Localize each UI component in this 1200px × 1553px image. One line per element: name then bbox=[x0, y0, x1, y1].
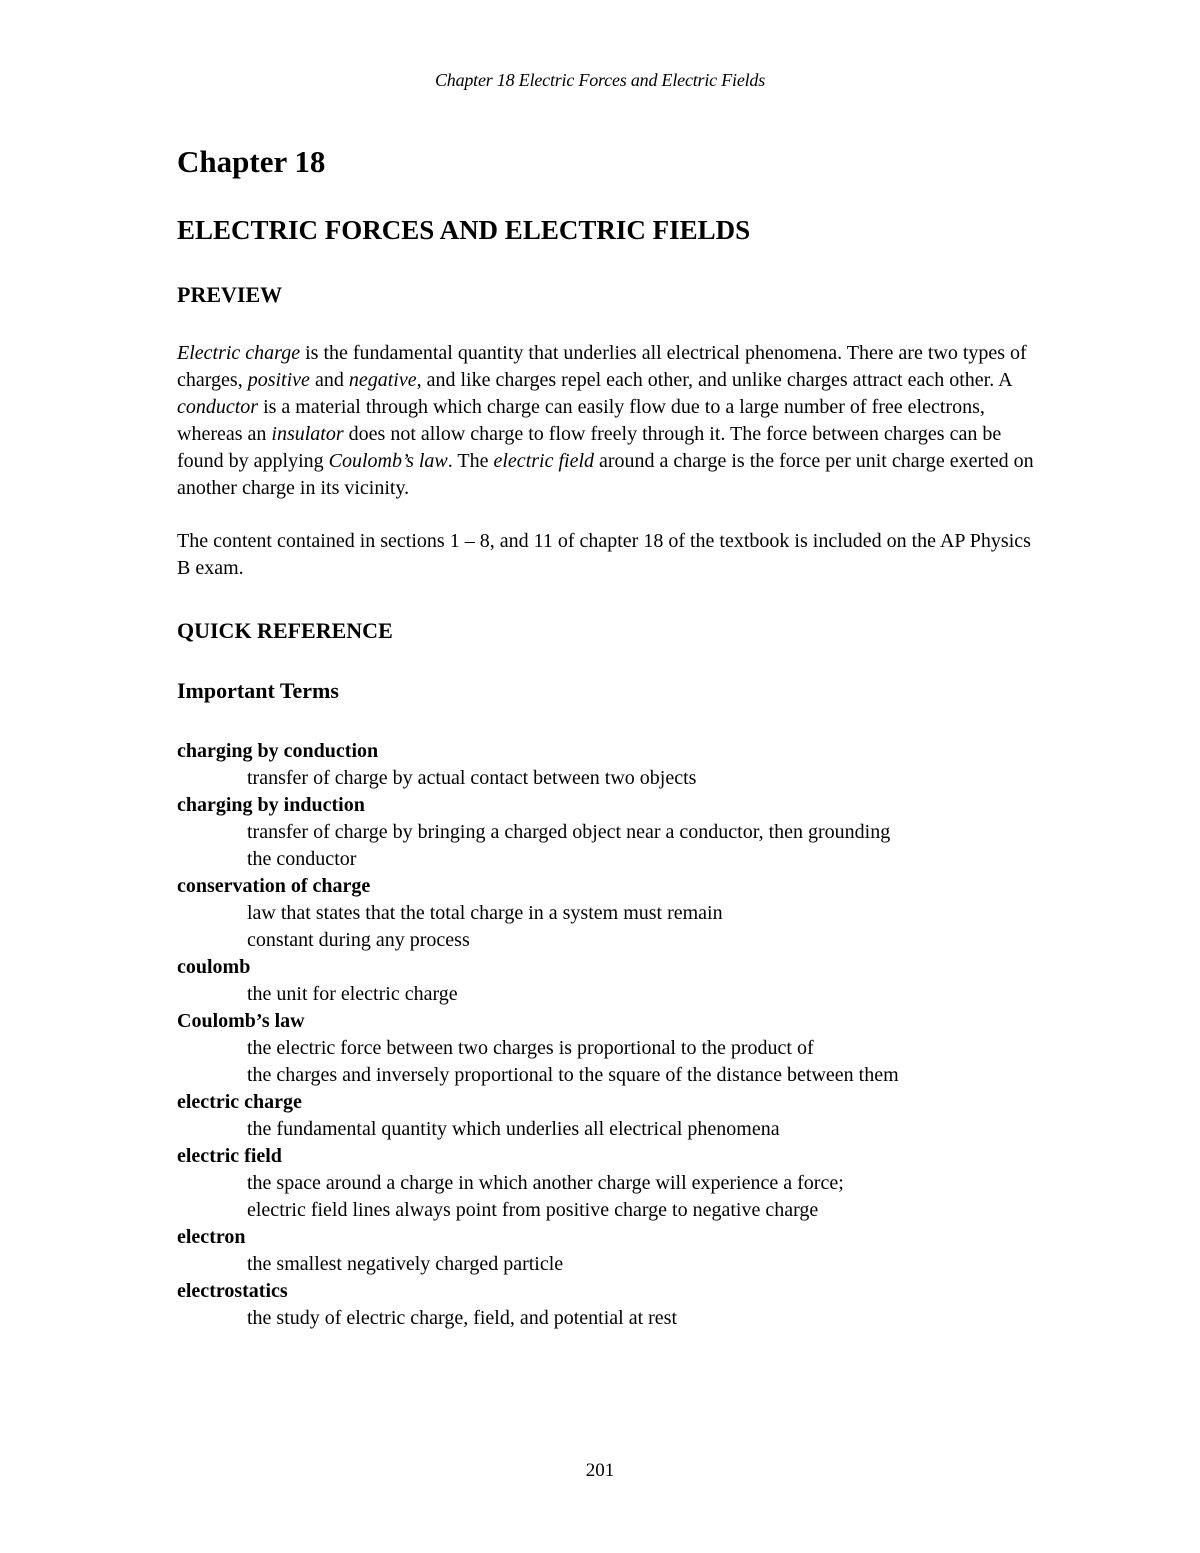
page-number: 201 bbox=[585, 1460, 615, 1481]
term-heading: electron bbox=[177, 1226, 246, 1248]
term-electric-charge: Electric charge bbox=[177, 342, 301, 364]
term-definition: electric field lines always point from positive charge to negative charge bbox=[247, 1199, 819, 1221]
term-definition: the unit for electric charge bbox=[247, 983, 458, 1005]
term-definition: the conductor bbox=[247, 848, 357, 870]
term-heading: coulomb bbox=[177, 956, 251, 978]
term-heading: charging by induction bbox=[177, 794, 365, 816]
term-definition: transfer of charge by actual contact between two objects bbox=[247, 767, 697, 789]
preview-text-6: . The bbox=[447, 450, 494, 472]
term-definition: law that states that the total charge in a system must remain bbox=[247, 902, 723, 924]
term-definition: the space around a charge in which another charge will experience a force; bbox=[247, 1172, 844, 1194]
term-heading: Coulomb’s law bbox=[177, 1010, 305, 1032]
preview-text-1: is the fundamental quantity that underlies all electrical phenomena. There are two types of charges, bbox=[177, 342, 1027, 391]
term-coulombs-law: Coulomb’s law bbox=[328, 450, 448, 472]
exam-content-paragraph: The content contained in sections 1 – 8, and 11 of chapter 18 of the textbook is included on the AP Physics B exam. bbox=[177, 530, 1031, 579]
chapter-number: Chapter 18 bbox=[177, 144, 326, 179]
preview-text-5: does not allow charge to flow freely through it. The force between charges can be found by applying bbox=[177, 423, 1002, 472]
preview-heading: PREVIEW bbox=[177, 282, 283, 307]
term-heading: electrostatics bbox=[177, 1280, 288, 1302]
term-definition: the smallest negatively charged particle bbox=[247, 1253, 564, 1275]
term-heading: electric field bbox=[177, 1145, 282, 1167]
term-negative: negative bbox=[348, 369, 417, 391]
term-definition: the fundamental quantity which underlies all electrical phenomena bbox=[247, 1118, 780, 1140]
chapter-title: ELECTRIC FORCES AND ELECTRIC FIELDS bbox=[177, 215, 751, 245]
term-definition: constant during any process bbox=[247, 929, 470, 951]
preview-text-4: is a material through which charge can easily flow due to a large number of free electrons, whereas an bbox=[177, 396, 985, 445]
preview-text-3: , and like charges repel each other, and unlike charges attract each other. A bbox=[416, 369, 1012, 391]
term-conductor: conductor bbox=[177, 396, 259, 418]
term-heading: conservation of charge bbox=[177, 875, 371, 897]
term-definition: transfer of charge by bringing a charged object near a conductor, then grounding bbox=[247, 821, 891, 843]
term-definition: the study of electric charge, field, and potential at rest bbox=[247, 1307, 678, 1329]
term-heading: electric charge bbox=[177, 1091, 302, 1113]
important-terms-heading: Important Terms bbox=[177, 678, 339, 703]
preview-text-7: around a charge is the force per unit charge exerted on another charge in its vicinity. bbox=[177, 450, 1034, 499]
quick-reference-heading: QUICK REFERENCE bbox=[177, 618, 393, 643]
term-electric-field: electric field bbox=[493, 450, 595, 472]
page-content bbox=[177, 140, 1037, 1332]
preview-text-2: and bbox=[309, 369, 349, 391]
term-insulator: insulator bbox=[271, 423, 344, 445]
term-positive: positive bbox=[247, 369, 310, 391]
term-definition: the electric force between two charges is proportional to the product of bbox=[247, 1037, 814, 1059]
term-heading: charging by conduction bbox=[177, 740, 379, 762]
terms-list bbox=[177, 738, 1037, 1332]
term-definition: the charges and inversely proportional to the square of the distance between them bbox=[247, 1064, 899, 1086]
preview-paragraph bbox=[177, 340, 1037, 502]
running-header: Chapter 18 Electric Forces and Electric Fields bbox=[434, 70, 766, 90]
